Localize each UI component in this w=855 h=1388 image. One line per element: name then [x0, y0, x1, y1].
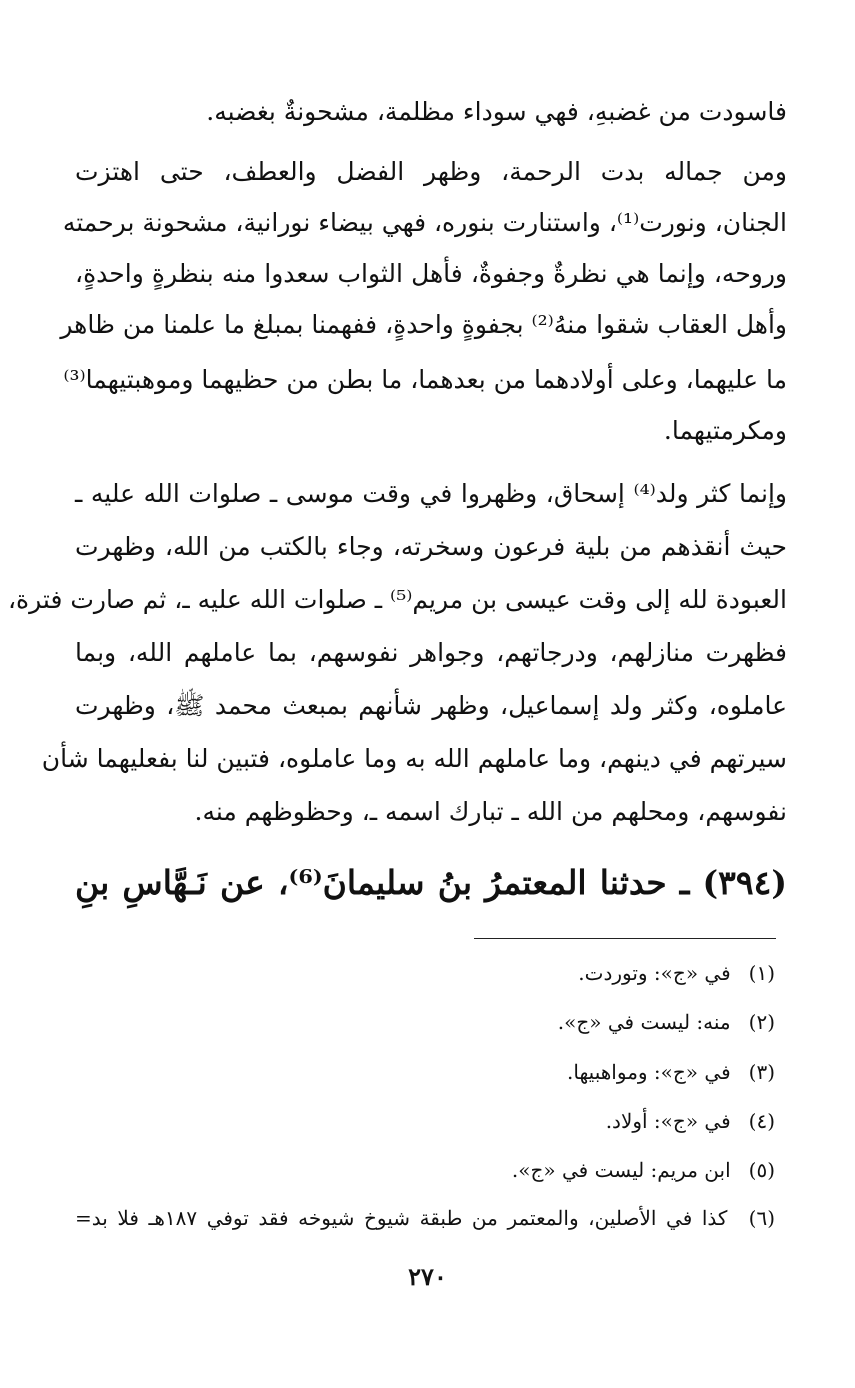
body-line: وإنما كثر ولد⁽⁴⁾ إسحاق، وظهروا في وقت موسى ـ صلوات الله عليه ـ — [75, 479, 787, 508]
footnote-text: في «ج»: وتوردت. — [578, 961, 731, 985]
body-line: نفوسهم، ومحلهم من الله ـ تبارك اسمه ـ، وحظوظهم منه. — [194, 797, 787, 826]
footnote-number: (٦) — [748, 1206, 775, 1230]
footnote-text: في «ج»: ومواهبيها. — [567, 1060, 731, 1084]
footnote-number: (١) — [748, 961, 775, 985]
body-line: فظهرت منازلهم، ودرجاتهم، وجواهر نفوسهم، بما عاملهم الله، وبما — [75, 638, 787, 667]
body-line: ما عليهما، وعلى أولادهما من بعدهما، ما بطن من حظيهما وموهبتيهما⁽³⁾ — [63, 365, 787, 394]
body-line: ومكرمتيهما. — [663, 416, 787, 445]
page-number: ٢٧٠ — [408, 1262, 447, 1291]
body-line: العبودة لله إلى وقت عيسى بن مريم⁽⁵⁾ ـ صلوات الله عليه ـ، ثم صارت فترة، — [7, 585, 787, 614]
footnote — [75, 1007, 775, 1037]
footnote-text: كذا في الأصلين، والمعتمر من طبقة شيوخ شيوخه فقد توفي ١٨٧هـ فلا بد= — [75, 1206, 728, 1230]
hadith-heading: (٣٩٤) ـ حدثنا المعتمرُ بنُ سليمانَ⁽⁶⁾، عن نَـهَّاسِ بنِ — [75, 863, 787, 902]
footnote-text: منه: ليست في «ج». — [557, 1010, 731, 1034]
footnote — [75, 1106, 775, 1136]
footnote — [75, 958, 775, 988]
body-line: وروحه، وإنما هي نظرةٌ وجفوةٌ، فأهل الثواب سعدوا منه بنظرةٍ واحدةٍ، — [75, 259, 787, 288]
body-line: ومن جماله بدت الرحمة، وظهر الفضل والعطف، حتى اهتزت — [75, 157, 787, 186]
footnote-number: (٢) — [748, 1010, 775, 1034]
footnote-number: (٣) — [748, 1060, 775, 1084]
body-line: فاسودت من غضبهِ، فهي سوداء مظلمة، مشحونةٌ بغضبه. — [206, 97, 787, 126]
body-line: عاملوه، وكثر ولد إسماعيل، وظهر شأنهم بمبعث محمد ﷺ، وظهرت — [75, 691, 787, 720]
footnote — [75, 1155, 775, 1185]
footnote — [75, 1057, 775, 1087]
footnote — [75, 1203, 775, 1233]
footnote-number: (٤) — [748, 1109, 775, 1133]
body-line: الجنان، ونورت⁽¹⁾، واستنارت بنوره، فهي بيضاء نورانية، مشحونة برحمته — [62, 208, 787, 237]
body-line: وأهل العقاب شقوا منهُ⁽²⁾ بجفوةٍ واحدةٍ، ففهمنا بمبلغ ما علمنا من ظاهر — [60, 310, 787, 339]
body-line: سيرتهم في دينهم، وما عاملهم الله به وما عاملوه، فتبين لنا بفعليهما شأن — [41, 744, 787, 773]
body-line: حيث أنقذهم من بلية فرعون وسخرته، وجاء بالكتب من الله، وظهرت — [75, 532, 787, 561]
footnote-text: في «ج»: أولاد. — [605, 1109, 731, 1133]
footnote-number: (٥) — [748, 1158, 775, 1182]
footnote-text: ابن مريم: ليست في «ج». — [511, 1158, 731, 1182]
footnote-divider — [474, 938, 776, 939]
